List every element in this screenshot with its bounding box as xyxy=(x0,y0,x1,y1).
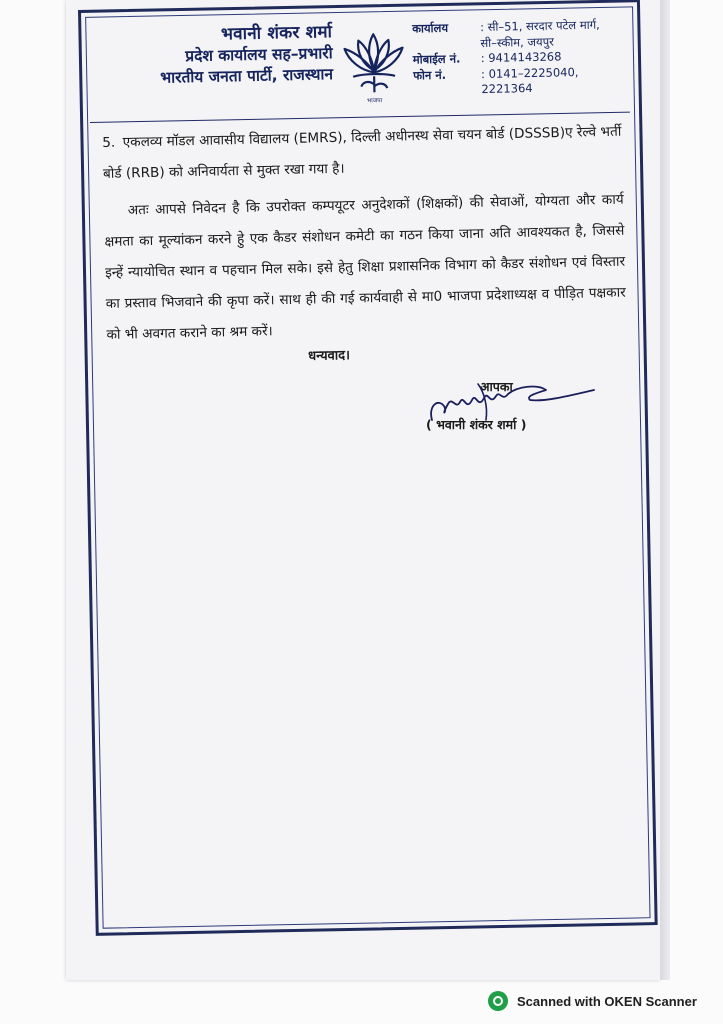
contact-row-phone xyxy=(413,64,624,99)
thanks-text: धन्यवाद। xyxy=(308,348,351,364)
letterhead xyxy=(102,15,624,116)
point-text: एकलव्य मॉडल आवासीय विद्यालय (EMRS), दिल्ली अधीनस्थ सेवा चयन बोर्ड (DSSSB)ए रेल्वे भर्ती बोर्ड (RRB) को अनिवार्यता से मुक्त रखा गया है। xyxy=(102,123,622,182)
contact-value: : 0141–2225040, 2221364 xyxy=(480,64,579,97)
contact-label: कार्यालय xyxy=(411,20,449,36)
contact-value: : सी–51, सरदार पटेल मार्ग, xyxy=(479,17,600,35)
contact-value: सी–स्कीम, जयपुर xyxy=(480,34,554,50)
contact-label xyxy=(412,36,480,53)
signature-block xyxy=(418,372,618,452)
contact-label: मोबाईल नं. xyxy=(412,51,461,67)
letter-body xyxy=(102,117,627,351)
sender-block xyxy=(102,21,333,90)
page-edge xyxy=(660,0,670,980)
point-number: 5. xyxy=(102,134,116,151)
scanner-watermark xyxy=(488,990,697,1012)
signatory-name: ( भवानी शंकर शर्मा ) xyxy=(426,417,527,432)
contact-block xyxy=(412,17,624,99)
sender-designation: प्रदेश कार्यालय सह–प्रभारी xyxy=(185,44,333,66)
closing-salutation: आपका xyxy=(480,379,513,394)
scanner-watermark-text: Scanned with OKEN Scanner xyxy=(517,993,697,1009)
numbered-point xyxy=(102,117,623,190)
scanned-letter-page xyxy=(66,0,660,980)
contact-value: : 9414143268 xyxy=(480,49,562,66)
svg-text:भाजपा: भाजपा xyxy=(366,97,383,105)
request-paragraph: अतः आपसे निवेदन है कि उपरोक्त कम्पयूटर अनुदेशकों (शिक्षकों) की सेवाओं, योग्यता और कार्य क्षमता का मूल्यांकन करने हेु एक कैडर संशोधन कमेटी का गठन किया जाना अति आवश्यकत है, जिससे इन्हें न्यायोचित स्थान व पहचान मिल सके। इसे हेतु शिक्षा प्रशासनिक विभाग को कैडर संशोधन एवं विस्तार का प्रस्ताव भिजवाने की कृपा करें। साथ ही की गई कार्यवाही से मा0 भाजपा प्रदेशाध्यक्ष व पीड़ित पक्षकार को भी अवगत कराने का श्रम करें। xyxy=(104,191,626,343)
sender-party: भारतीय जनता पार्टी, राजस्थान xyxy=(160,65,334,87)
lotus-emblem-icon xyxy=(338,26,410,105)
oken-scanner-icon xyxy=(488,991,508,1011)
contact-label: फोन नं. xyxy=(412,67,447,82)
sender-name: भवानी शंकर शर्मा xyxy=(220,22,333,45)
